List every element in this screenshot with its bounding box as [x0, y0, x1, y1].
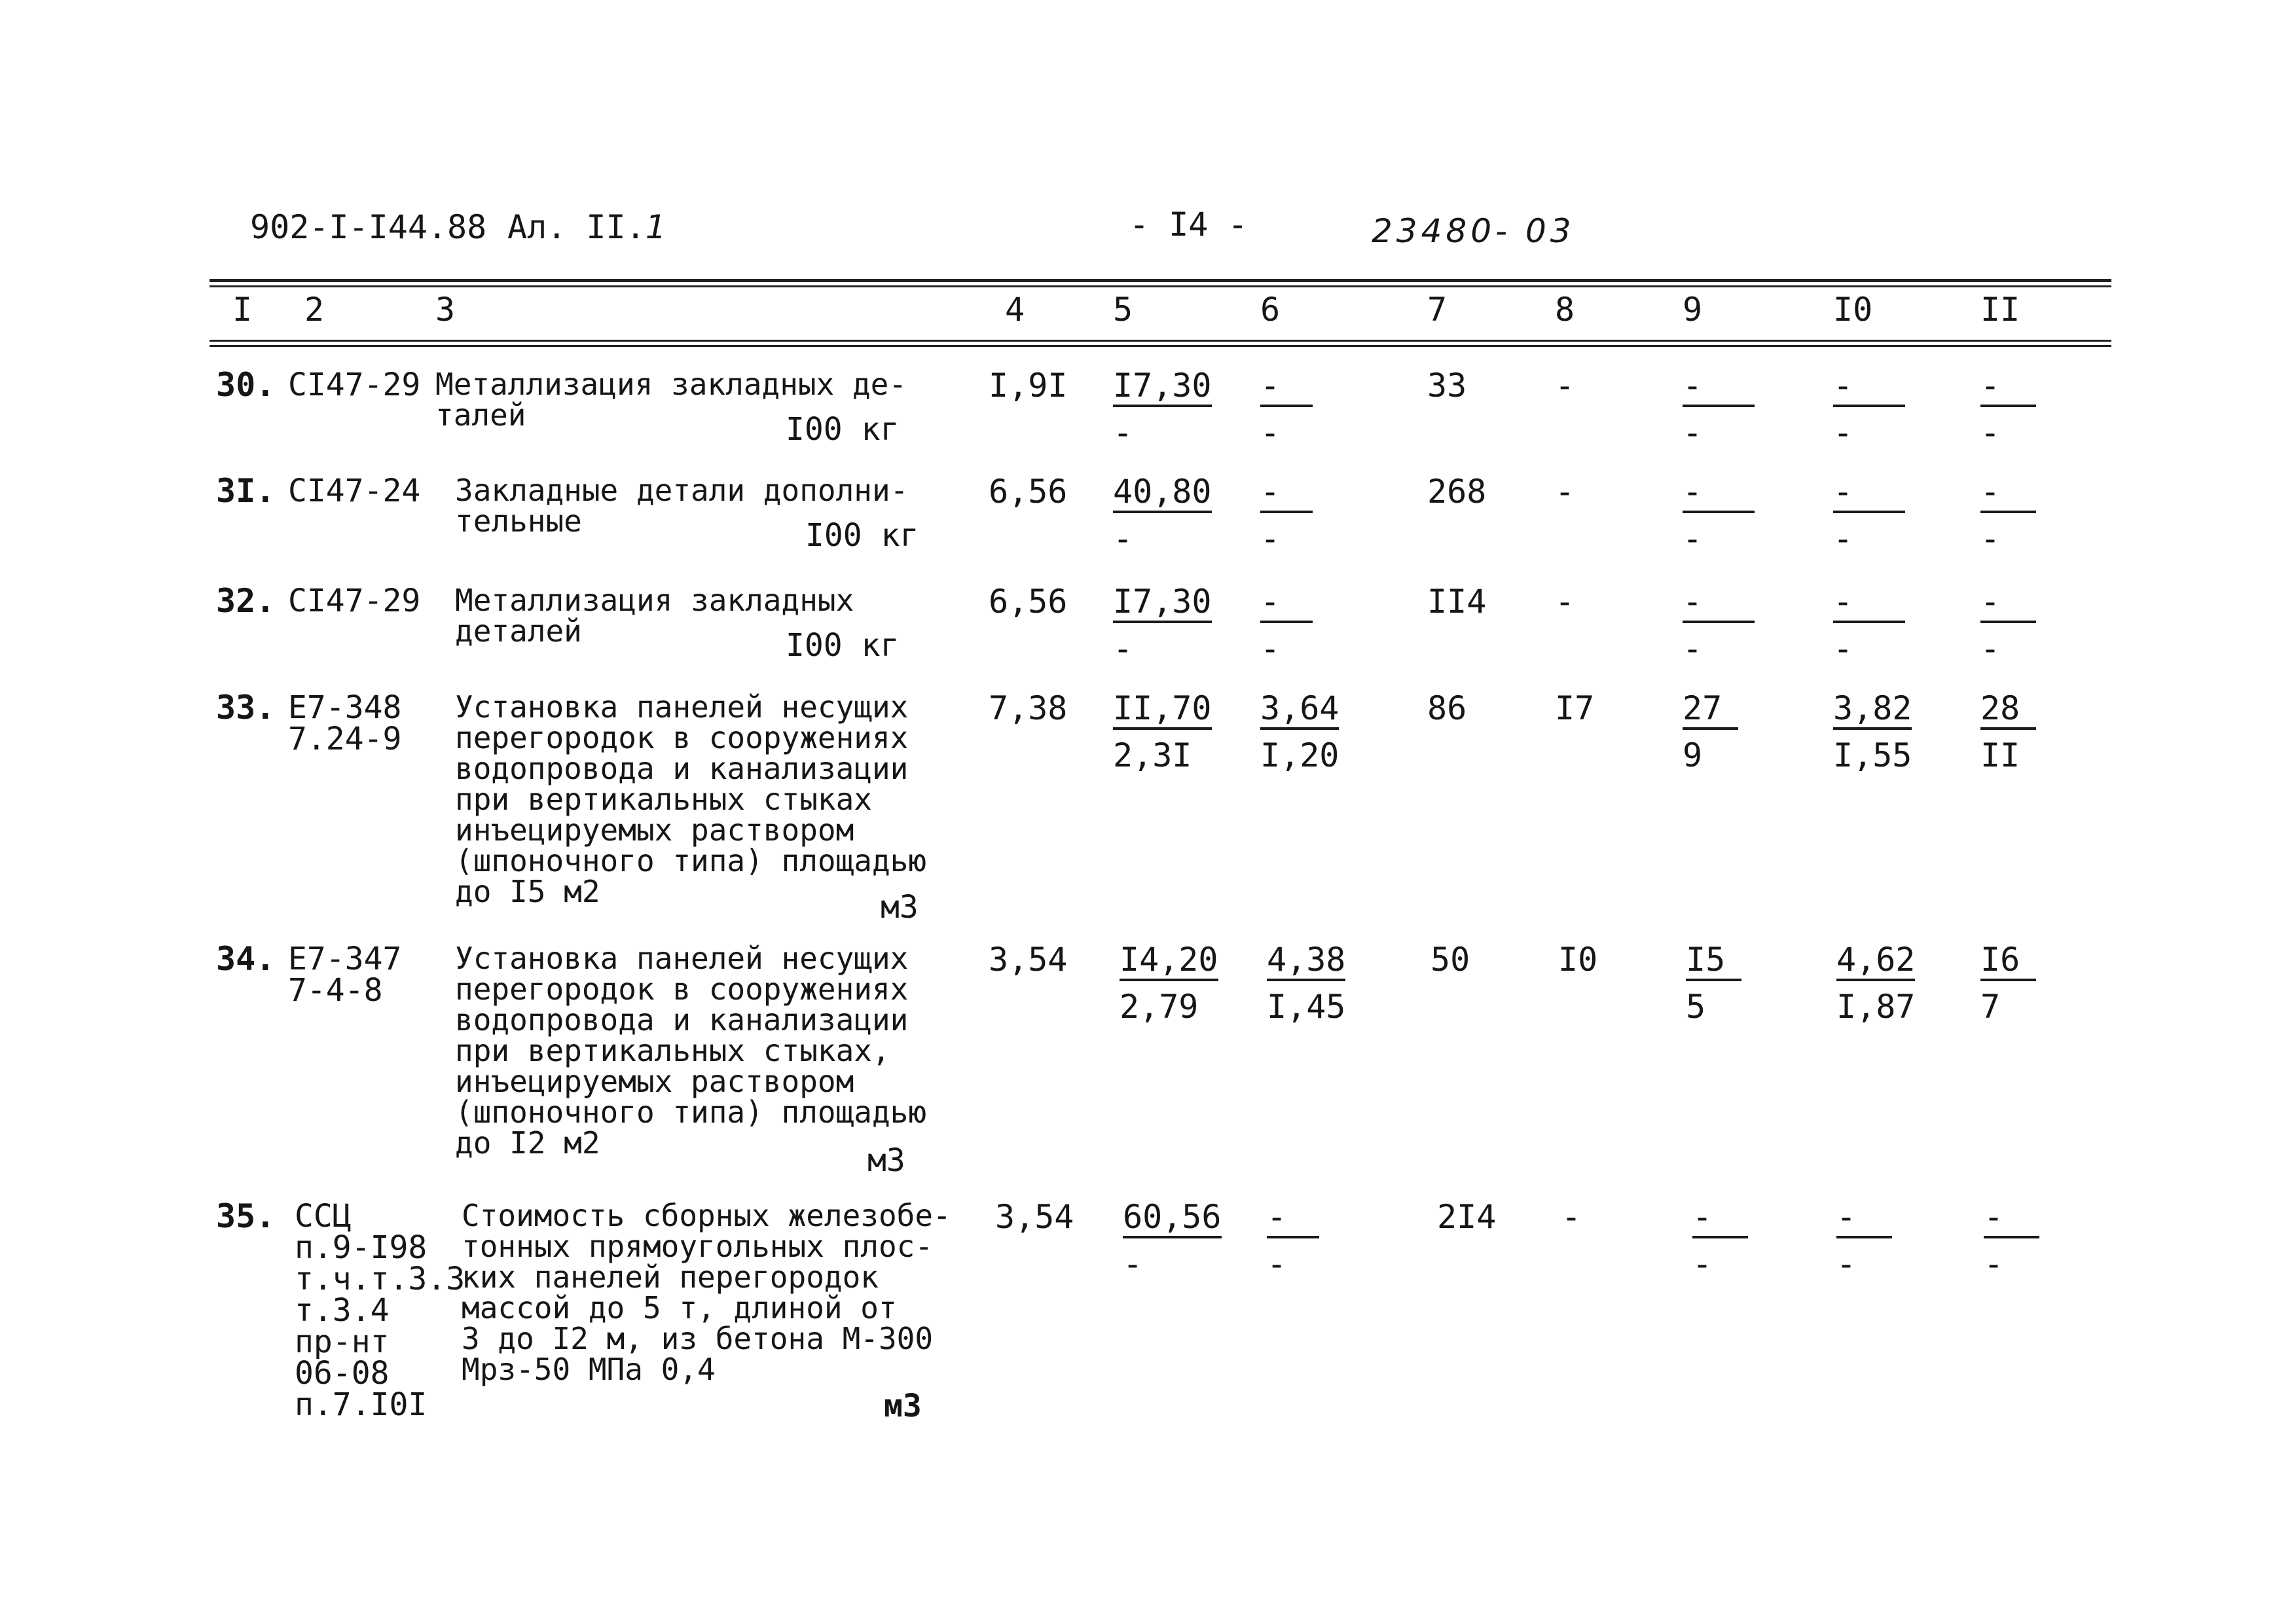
- col6-top: -: [1260, 585, 1313, 623]
- row-description: Закладные детали дополни- тельные: [455, 473, 909, 539]
- col5-top: 40,80: [1113, 475, 1212, 513]
- row-number: 34.: [216, 940, 276, 978]
- col4-value: 3,54: [989, 941, 1068, 979]
- row-number: 32.: [216, 582, 276, 620]
- col10-fraction: [1836, 941, 1916, 1026]
- col11-bottom: 7: [1980, 988, 2001, 1026]
- col11-bottom: -: [1980, 520, 2001, 558]
- header-rule-bottom: [210, 340, 2111, 342]
- col6-fraction: [1260, 367, 1313, 452]
- col6-bottom: -: [1260, 414, 1281, 452]
- handwritten-number: 23480- 03: [1372, 212, 1575, 250]
- col-head-9: 9: [1683, 291, 1703, 329]
- col11-bottom: -: [1984, 1245, 2004, 1283]
- album-label: [507, 208, 670, 246]
- row-code: СI47-29: [288, 367, 421, 403]
- col8-value: I0: [1558, 941, 1598, 979]
- col9-bottom: -: [1683, 414, 1703, 452]
- col6-fraction: [1267, 941, 1346, 1026]
- col7-value: 33: [1427, 367, 1467, 405]
- col10-bottom: -: [1836, 1245, 1857, 1283]
- col6-top: -: [1260, 475, 1313, 513]
- col4-value: 3,54: [995, 1198, 1074, 1236]
- col10-fraction: [1833, 473, 1905, 558]
- col5-bottom: 2,3I: [1113, 736, 1192, 774]
- row-unit: I00 кг: [786, 411, 900, 448]
- col4-value: 6,56: [989, 473, 1068, 511]
- col10-fraction: [1833, 689, 1912, 774]
- col9-top: 27: [1683, 692, 1738, 730]
- row-number: 35.: [216, 1197, 276, 1235]
- col-head-3: 3: [435, 291, 456, 329]
- col11-bottom: -: [1980, 630, 2001, 668]
- col10-top: -: [1836, 1200, 1892, 1238]
- row-description: Металлизация закладных де- талей: [435, 367, 907, 433]
- col11-fraction: [1980, 583, 2036, 668]
- row-unit: м3: [884, 1388, 922, 1424]
- col10-bottom: -: [1833, 520, 1853, 558]
- col-head-2: 2: [304, 291, 325, 329]
- col8-value: -: [1555, 473, 1575, 511]
- col9-bottom: -: [1683, 630, 1703, 668]
- col6-fraction: [1260, 473, 1313, 558]
- row-number: 33.: [216, 689, 276, 727]
- col10-top: -: [1833, 585, 1905, 623]
- col-head-6: 6: [1260, 291, 1281, 329]
- row-number: 30.: [216, 366, 276, 404]
- doc-code: 902-I-I44.88: [250, 208, 487, 246]
- col-head-5: 5: [1113, 291, 1133, 329]
- col10-top: 3,82: [1833, 692, 1912, 730]
- col-head-11: II: [1980, 291, 2020, 329]
- col9-bottom: -: [1692, 1245, 1713, 1283]
- col5-fraction: [1120, 941, 1218, 1026]
- col11-top: -: [1984, 1200, 2039, 1238]
- col10-fraction: [1833, 583, 1905, 668]
- col6-top: 3,64: [1260, 692, 1339, 730]
- col6-fraction: [1260, 689, 1339, 774]
- col10-top: -: [1833, 369, 1905, 407]
- col-head-8: 8: [1555, 291, 1575, 329]
- col9-fraction: [1683, 367, 1755, 452]
- col11-top: 28: [1980, 692, 2036, 730]
- col7-value: 86: [1427, 689, 1467, 727]
- col11-fraction: [1984, 1198, 2039, 1283]
- col6-top: -: [1267, 1200, 1319, 1238]
- col5-bottom: 2,79: [1120, 988, 1199, 1026]
- col6-fraction: [1260, 583, 1313, 668]
- row-code: Е7-348 7.24-9: [288, 689, 402, 757]
- col6-top: -: [1260, 369, 1313, 407]
- header-rule-bottom-2: [210, 345, 2111, 347]
- row-unit: I00 кг: [805, 517, 919, 554]
- col11-bottom: -: [1980, 414, 2001, 452]
- col9-top: -: [1683, 369, 1755, 407]
- col10-top: -: [1833, 475, 1905, 513]
- col-head-7: 7: [1427, 291, 1448, 329]
- row-number: 3I.: [216, 472, 276, 510]
- col9-fraction: [1686, 941, 1741, 1026]
- col9-top: -: [1683, 475, 1755, 513]
- col4-value: 7,38: [989, 689, 1068, 727]
- col9-fraction: [1683, 689, 1738, 774]
- col9-bottom: -: [1683, 520, 1703, 558]
- col5-bottom: -: [1113, 630, 1133, 668]
- col8-value: -: [1555, 583, 1575, 621]
- col9-bottom: 5: [1686, 988, 1706, 1026]
- col11-top: -: [1980, 475, 2036, 513]
- row-description: Металлизация закладных деталей: [455, 583, 854, 649]
- col6-fraction: [1267, 1198, 1319, 1283]
- col10-bottom: -: [1833, 630, 1853, 668]
- header-rule-top: [210, 279, 2111, 282]
- col11-fraction: [1980, 367, 2036, 452]
- col5-bottom: -: [1123, 1245, 1143, 1283]
- col4-value: I,9I: [989, 367, 1068, 405]
- col5-top: I7,30: [1113, 585, 1212, 623]
- col5-top: I4,20: [1120, 943, 1218, 981]
- row-unit: I00 кг: [786, 627, 900, 664]
- col9-bottom: 9: [1683, 736, 1703, 774]
- col8-value: -: [1561, 1198, 1582, 1236]
- col10-fraction: [1833, 367, 1905, 452]
- col6-top: 4,38: [1267, 943, 1345, 981]
- col10-bottom: I,87: [1836, 988, 1916, 1026]
- col4-value: 6,56: [989, 583, 1068, 621]
- col5-top: 60,56: [1123, 1200, 1222, 1238]
- row-code: ССЦ п.9-I98 т.ч.т.3.3 т.3.4 пр-нт 06-08 п.7.I0I: [295, 1198, 465, 1423]
- col10-top: 4,62: [1836, 943, 1915, 981]
- header-rule-top-2: [210, 285, 2111, 287]
- col10-bottom: I,55: [1833, 736, 1912, 774]
- col11-fraction: [1980, 941, 2036, 1026]
- col11-bottom: II: [1980, 736, 2020, 774]
- col6-bottom: -: [1267, 1245, 1287, 1283]
- col9-top: -: [1692, 1200, 1748, 1238]
- col5-top: I7,30: [1113, 369, 1212, 407]
- row-unit: м3: [867, 1142, 905, 1179]
- album-text: Ал. II.: [507, 208, 646, 246]
- col-head-4: 4: [1005, 291, 1025, 329]
- row-code: Е7-347 7-4-8: [288, 941, 402, 1009]
- row-code: СI47-29: [288, 583, 421, 619]
- col6-bottom: -: [1260, 520, 1281, 558]
- col11-top: I6: [1980, 943, 2036, 981]
- row-unit: м3: [881, 889, 919, 926]
- col6-bottom: I,20: [1260, 736, 1339, 774]
- col5-top: II,70: [1113, 692, 1212, 730]
- album-handwritten: 1: [645, 208, 670, 246]
- col10-fraction: [1836, 1198, 1892, 1283]
- col5-fraction: [1113, 473, 1212, 558]
- col11-fraction: [1980, 473, 2036, 558]
- row-description: Стоимость сборных железобе- тонных прямоугольных плос- ких панелей перегородок массой до 5 т, длиной от 3 до I2 м, из бетона М-300 Мрз-50 МПа 0,4: [462, 1198, 951, 1387]
- col5-fraction: [1113, 689, 1212, 774]
- col7-value: II4: [1427, 583, 1487, 621]
- col5-bottom: -: [1113, 414, 1133, 452]
- col7-value: 268: [1427, 473, 1487, 511]
- col7-value: 50: [1430, 941, 1470, 979]
- col9-fraction: [1683, 473, 1755, 558]
- col5-fraction: [1113, 583, 1212, 668]
- col11-top: -: [1980, 369, 2036, 407]
- row-code: СI47-24: [288, 473, 421, 509]
- col8-value: -: [1555, 367, 1575, 405]
- col5-fraction: [1113, 367, 1212, 452]
- col6-bottom: -: [1260, 630, 1281, 668]
- col9-top: -: [1683, 585, 1755, 623]
- col9-top: I5: [1686, 943, 1741, 981]
- row-description: Установка панелей несущих перегородок в сооружениях водопровода и канализации при вертикальных стыках инъецируемых раствором (шпоночного типа) площадью до I5 м2: [455, 689, 927, 909]
- col-head-1: I: [232, 291, 253, 329]
- col10-bottom: -: [1833, 414, 1853, 452]
- col9-fraction: [1692, 1198, 1748, 1283]
- col9-fraction: [1683, 583, 1755, 668]
- col5-bottom: -: [1113, 520, 1133, 558]
- col7-value: 2I4: [1437, 1198, 1497, 1236]
- col5-fraction: [1123, 1198, 1222, 1283]
- col-head-10: I0: [1833, 291, 1873, 329]
- col8-value: I7: [1555, 689, 1595, 727]
- page-number: - I4 -: [1129, 206, 1248, 244]
- col11-top: -: [1980, 585, 2036, 623]
- col11-fraction: [1980, 689, 2036, 774]
- col6-bottom: I,45: [1267, 988, 1346, 1026]
- row-description: Установка панелей несущих перегородок в сооружениях водопровода и канализации при вертикальных стыках, инъецируемых раствором (шпоночного типа) площадью до I2 м2: [455, 941, 927, 1161]
